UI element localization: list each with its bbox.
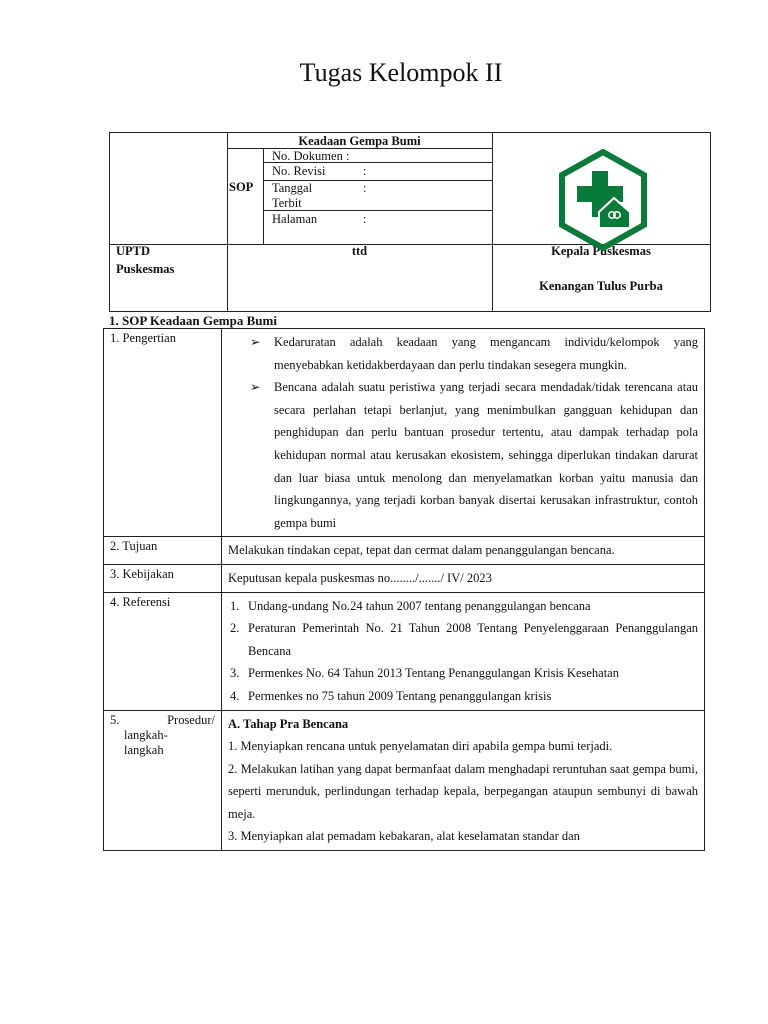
sop-label: SOP (229, 180, 254, 194)
kepala-name: Kenangan Tulus Purba (539, 279, 663, 293)
document-title: Tugas Kelompok II (299, 58, 503, 87)
field-halaman-label: Halaman (272, 212, 318, 226)
kepala-title: Kepala Puskesmas (551, 244, 651, 258)
puskesmas-label: Puskesmas (116, 262, 175, 276)
content-tujuan: Melakukan tindakan cepat, tepat dan cermat dalam penanggulangan bencana. (222, 537, 705, 565)
row-referensi (104, 592, 705, 710)
label-referensi: 4. Referensi (104, 592, 222, 710)
label-prosedur: 5. Prosedur/ langkah- langkah (104, 710, 222, 851)
label-tujuan: 2. Tujuan (104, 537, 222, 565)
row-tujuan (104, 537, 705, 565)
field-no-dokumen: No. Dokumen : (272, 149, 350, 163)
content-referensi (222, 592, 705, 710)
list-item: 3. Menyiapkan alat pemadam kebakaran, alat keselamatan standar dan (228, 829, 580, 844)
field-tanggal-sep: : (363, 181, 367, 195)
content-pengertian (222, 329, 705, 537)
content-kebijakan: Keputusan kepala puskesmas no......../......./ IV/ 2023 (222, 564, 705, 592)
list-item: 4. Permenkes no 75 tahun 2009 Tentang penanggulangan krisis (230, 688, 552, 703)
sop-header-box (109, 132, 711, 312)
puskesmas-logo-icon (558, 149, 648, 251)
label-pengertian: 1. Pengertian (104, 329, 222, 537)
field-no-revisi-sep: : (363, 164, 367, 178)
field-no-revisi-label: No. Revisi (272, 164, 326, 178)
list-item: 1. Menyiapkan rencana untuk penyelamatan diri apabila gempa bumi terjadi. (228, 739, 613, 754)
ttd-label: ttd (351, 244, 368, 258)
arrow-bullet-icon: ➢ (250, 380, 261, 395)
field-halaman-sep: : (363, 212, 367, 226)
prosedur-heading: A. Tahap Pra Bencana (228, 716, 349, 731)
list-item: 3. Permenkes No. 64 Tahun 2013 Tentang Penanggulangan Krisis Kesehatan (230, 666, 619, 681)
sop-title: Keadaan Gempa Bumi (298, 134, 421, 148)
list-item: 2. Peraturan Pemerintah No. 21 Tahun 2008 Tentang Penyelenggaraan Penanggulangan Bencana (230, 621, 698, 658)
bullet-item: ➢ Bencana adalah suatu peristiwa yang terjadi secara mendadak/tidak terencana atau secara perlahan tetapi berlanjut, yang menimbulkan gangguan kehidupan dan penghidupan dan perlu bantuan prosedur tertentu, atau dampak terhadap pola kehidupan normal atau kerusakan ekosistem, sehingga diperlukan tindakan darurat dan luar biasa untuk menolong dan menyelamatkan korban yaitu manusia dan lingkungannya, yang terjadi korban banyak disertai kerusakan infrastruktur, contoh gempa bumi (228, 376, 698, 534)
row-pengertian (104, 329, 705, 537)
bullet-item: ➢ Kedaruratan adalah keadaan yang mengancam individu/kelompok yang menyebabkan ketidakberdayaan dan perlu tindakan sesegera mungkin. (228, 331, 698, 376)
field-terbit-label: Terbit (272, 196, 302, 210)
list-item: 1. Undang-undang No.24 tahun 2007 tentang penanggulangan bencana (230, 598, 591, 613)
uptd-label: UPTD (116, 244, 151, 258)
row-kebijakan (104, 564, 705, 592)
field-tanggal-label: Tanggal (272, 181, 313, 195)
sop-content-table (103, 328, 705, 851)
row-prosedur (104, 710, 705, 851)
label-kebijakan: 3. Kebijakan (104, 564, 222, 592)
list-item: 2. Melakukan latihan yang dapat bermanfaat dalam menghadapi reruntuhan saat gempa bumi, seperti merunduk, perlindungan terhadap kepala, berpegangan ataupun sembunyi di bawah meja. (228, 761, 698, 821)
section-title: 1. SOP Keadaan Gempa Bumi (109, 313, 277, 328)
arrow-bullet-icon: ➢ (250, 335, 261, 349)
content-prosedur (222, 710, 705, 851)
